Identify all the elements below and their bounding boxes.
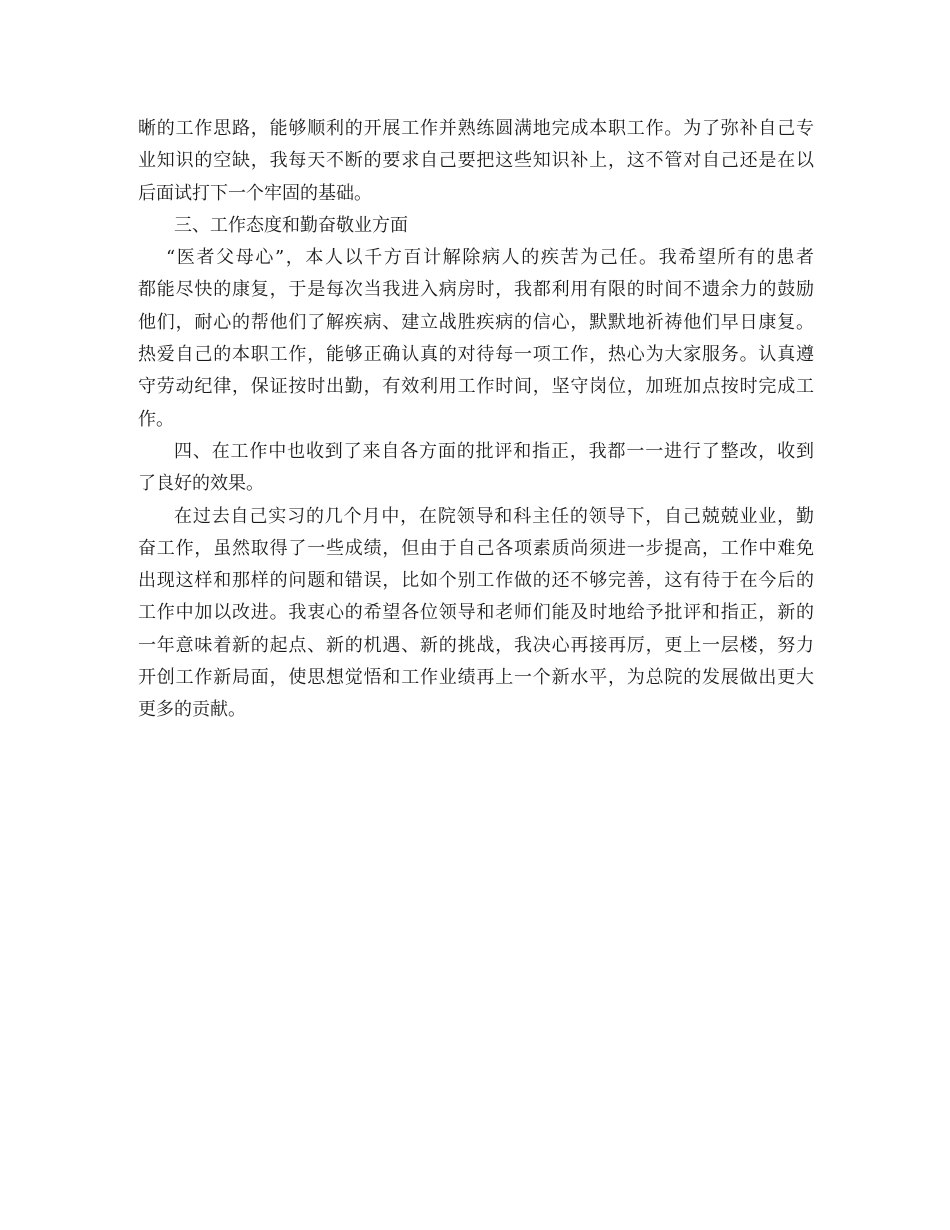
text-line: 开创工作新局面，使思想觉悟和工作业绩再上一个新水平，为总院的发展做出更大 — [138, 667, 814, 689]
paragraph-closing — [138, 501, 814, 727]
text-line: 都能尽快的康复，于是每次当我进入病房时，我都利用有限的时间不遗余力的鼓励 — [138, 279, 814, 301]
text-line: 出现这样和那样的问题和错误，比如个别工作做的还不够完善，这有待于在今后的 — [138, 570, 814, 592]
text-line: 后面试打下一个牢固的基础。 — [138, 182, 372, 204]
text-line: 奋工作，虽然取得了一些成绩，但由于自己各项素质尚须进一步提高，工作中难免 — [138, 537, 814, 559]
text-line: 了良好的效果。 — [138, 473, 264, 495]
paragraph-work-attitude — [138, 242, 814, 436]
text-line: 他们，耐心的帮他们了解疾病、建立战胜疾病的信心，默默地祈祷他们早日康复。 — [138, 311, 814, 333]
text-line: 守劳动纪律，保证按时出勤，有效利用工作时间，坚守岗位，加班加点按时完成工 — [138, 376, 814, 398]
text-line: 业知识的空缺，我每天不断的要求自己要把这些知识补上，这不管对自己还是在以 — [138, 150, 814, 172]
text-line: 作。 — [138, 408, 174, 430]
section-heading: 三、工作态度和勤奋敬业方面 — [174, 214, 408, 236]
text-line: 晰的工作思路，能够顺利的开展工作并熟练圆满地完成本职工作。为了弥补自己专 — [138, 118, 814, 139]
text-line: 一年意味着新的起点、新的机遇、新的挑战，我决心再接再厉，更上一层楼，努力 — [138, 634, 814, 656]
text-line: 更多的贡献。 — [138, 699, 246, 721]
paragraph-criticism — [138, 436, 814, 501]
text-line: 热爱自己的本职工作，能够正确认真的对待每一项工作，热心为大家服务。认真遵 — [138, 344, 814, 366]
section-heading-work-attitude — [138, 210, 814, 242]
document-body — [138, 113, 814, 727]
text-line: “医者父母心”，本人以千方百计解除病人的疾苦为己任。我希望所有的患者 — [166, 247, 814, 269]
text-line: 在过去自己实习的几个月中，在院领导和科主任的领导下，自己兢兢业业，勤 — [174, 505, 814, 527]
text-line: 工作中加以改进。我衷心的希望各位领导和老师们能及时地给予批评和指正，新的 — [138, 602, 814, 624]
text-line: 四、在工作中也收到了来自各方面的批评和指正，我都一一进行了整改，收到 — [174, 440, 814, 462]
paragraph-continuation — [138, 113, 814, 210]
